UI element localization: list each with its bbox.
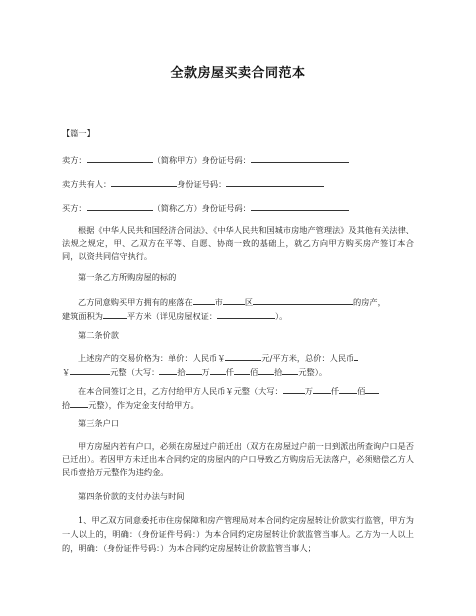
art2-blank-5 xyxy=(258,365,274,375)
art2-yen-sign-2: ￥ xyxy=(62,367,71,377)
co-seller-name-blank xyxy=(111,177,177,187)
seller-id-blank xyxy=(251,153,349,163)
buyer-mid-text: （简称乙方）身份证号码： xyxy=(152,203,251,213)
art1-city-blank xyxy=(193,295,215,305)
section-label: 【篇一】 xyxy=(62,128,95,138)
art2-p2-blank-2 xyxy=(313,384,331,394)
art1-text-a: 乙方同意购买甲方拥有的座落在 xyxy=(78,297,193,307)
art2-blank-4 xyxy=(234,365,250,375)
art2-p2-d: 佰 xyxy=(357,386,366,396)
art1-text-g: ）。 xyxy=(275,311,288,321)
art2-text-j: 拾 xyxy=(274,367,283,377)
art1-address-blank xyxy=(253,295,353,305)
art2-text-f: 拾 xyxy=(177,367,186,377)
art2-p2-e: 拾 xyxy=(62,400,71,410)
seller-mid-text: （简称甲方）身份证号码： xyxy=(152,155,251,165)
art1-text-d: 的房产， xyxy=(353,297,386,307)
art2-p2-c: 仟 xyxy=(330,386,340,396)
art2-blank-3 xyxy=(210,365,226,375)
art1-text-b: 市 xyxy=(214,297,223,307)
art2-p2-f: 元整），作为定金支付给甲方。 xyxy=(88,400,199,410)
preamble-paragraph: 根据《中华人民共和国经济合同法》、《中华人民共和国城市房地产管理法》及其他有关法律、法规之规定，甲、乙双方在平等、自愿、协商一致的基础上，就乙方向甲方购买房产签订本合同，以资共同信守执行。 xyxy=(62,225,414,261)
page-title: 全款房屋买卖合同范本 xyxy=(170,66,306,81)
co-seller-label: 卖方共有人： xyxy=(62,179,112,189)
art1-area-blank xyxy=(103,309,127,319)
article-3-text: 甲方房屋内若有户口，必须在房屋过户前迁出（双方在房屋过户前一日到派出所查询户口是否已迁出）。若因甲方未迁出本合同约定的房屋内的户口导致乙方购房后无法落户，必须赔偿乙方人民币壹拾万元整作为违约金。 xyxy=(62,441,414,477)
buyer-name-blank xyxy=(87,201,153,211)
buyer-label: 买方： xyxy=(62,203,87,213)
article-2-title: 第二条价款 xyxy=(78,330,119,340)
art2-p2-blank-3 xyxy=(339,384,357,394)
article-3-title: 第三条户口 xyxy=(78,418,119,428)
article-2-price-text xyxy=(62,351,414,379)
art2-blank-1 xyxy=(159,365,177,375)
art2-text-c: 元/平方米，总价：人民币 xyxy=(261,353,355,363)
art2-yen-sign-1: ￥ xyxy=(217,353,226,363)
art2-text-g: 万 xyxy=(201,367,210,377)
art2-text-i: 佰 xyxy=(249,367,259,377)
art2-p2-blank-1 xyxy=(283,384,305,394)
art2-blank-6 xyxy=(282,365,298,375)
art2-blank-2 xyxy=(186,365,202,375)
buyer-line xyxy=(62,201,414,214)
art2-text-k: 元整）。 xyxy=(298,367,328,377)
article-4-title: 第四条价款的支付办法与时间 xyxy=(78,491,185,501)
art1-text-c: 区 xyxy=(244,297,254,307)
seller-label: 卖方： xyxy=(62,155,87,165)
art2-text-h: 仟 xyxy=(225,367,234,377)
art1-certificate-blank xyxy=(217,309,275,319)
article-1-text xyxy=(62,295,414,323)
article-2-deposit-text xyxy=(62,384,414,412)
art2-p2-b: 万 xyxy=(304,386,313,396)
article-4-text: 1、甲乙双方同意委托市住房保障和房产管理局对本合同约定房屋转让价款实行监管，甲方为一人以上的，明确：（身份证件号码：）为本合同约定房屋转让价款监管当事人。乙方为一人以上的，明确：（身份证件号码：）为本合同约定房屋转让价款监管当事人； xyxy=(62,515,414,553)
art2-p2-blank-5 xyxy=(70,398,88,408)
art2-unit-price-blank xyxy=(225,351,261,361)
art2-total-price-blank xyxy=(70,365,110,375)
seller-name-blank xyxy=(87,153,153,163)
art2-p2-a: 在本合同签订之日，乙方付给甲方人民币￥元整（大写： xyxy=(78,386,283,396)
buyer-id-blank xyxy=(251,201,349,211)
co-seller-id-blank xyxy=(226,177,324,187)
article-1-title: 第一条乙方所购房屋的标的 xyxy=(78,272,177,282)
art1-text-f: 平方米（详见房屋权证： xyxy=(126,311,218,321)
art2-text-e: 元整（大写： xyxy=(110,367,160,377)
art1-text-e: 建筑面积为 xyxy=(62,311,103,321)
co-seller-line xyxy=(62,177,414,190)
art2-text-a: 上述房产的交易价格为：单价：人民币 xyxy=(78,353,218,363)
art2-total-blank-a xyxy=(354,351,358,361)
co-seller-mid-text: 身份证号码： xyxy=(177,179,227,189)
seller-line xyxy=(62,153,414,166)
art2-p2-blank-4 xyxy=(365,384,379,394)
art1-district-blank xyxy=(223,295,245,305)
